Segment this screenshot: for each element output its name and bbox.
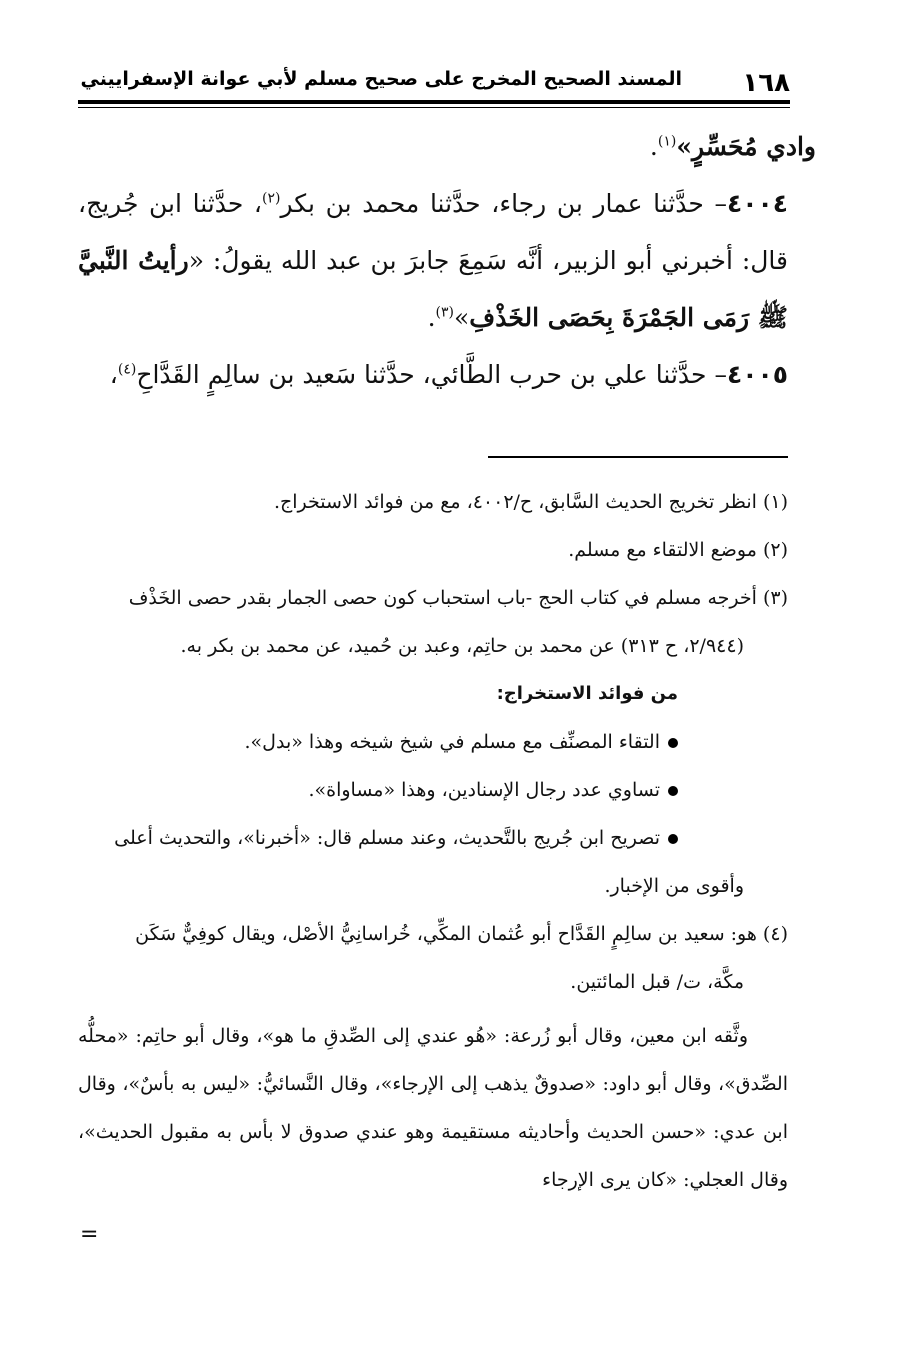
footnote-4-line-2: مكَّة، ت/ قبل المائتين. bbox=[570, 971, 744, 993]
hadith-matn: رأيتُ النَّبيَّ ﷺ رَمَى الجَمْرَةَ بِحَصَى الخَذْفِ bbox=[78, 246, 788, 332]
header-rule-thick bbox=[78, 100, 790, 104]
hadith-text: . bbox=[427, 303, 436, 332]
footnote-3-line-1: (٣) أخرجه مسلم في كتاب الحج -باب استحباب كون حصى الجمار بقدر حصى الخَذْف bbox=[128, 587, 788, 609]
benefit-text: تساوي عدد رجال الإسنادين، وهذا «مساواة». bbox=[308, 779, 660, 801]
benefits-heading: من فوائد الاستخراج: bbox=[496, 683, 678, 704]
hadith-text: ، bbox=[109, 360, 118, 389]
hadith-number: ٤٠٠٥ bbox=[726, 360, 788, 389]
main-text bbox=[78, 118, 816, 403]
benefit-text: تصريح ابن جُريج بالتَّحديث، وعند مسلم قال: «أخبرنا»، والتحديث أعلى bbox=[114, 827, 660, 849]
footnote-ref-1: (١) bbox=[657, 133, 677, 150]
bullet-icon bbox=[668, 786, 678, 796]
header-rule-thin bbox=[78, 107, 790, 108]
benefit-item-3 bbox=[78, 814, 788, 862]
hadith-number: ٤٠٠٤ bbox=[726, 189, 788, 218]
benefit-item-1 bbox=[78, 718, 788, 766]
page-header bbox=[78, 60, 790, 100]
benefit-text: التقاء المصنِّف مع مسلم في شيخ شيخه وهذا «بدل». bbox=[244, 731, 660, 753]
footnote-4-paragraph: وثَّقه ابن معين، وقال أبو زُرعة: «هُو عندي إلى الصِّدقِ ما هو»، وقال أبو حاتِم: «محلُّه الصِّدق»، وقال أبو داود: «صدوقٌ يذهب إلى الإرجاء»، وقال النَّسائيُّ: «ليس به بأسٌ»، وقال ابن عدي: «حسن الحديث وأحاديثه مستقيمة وهو عندي صدوق لا بأس به مقبول الحديث»، وقال العجلي: «كان يرى الإرجاء bbox=[78, 1025, 788, 1191]
footnote-3-line-2: (٢/٩٤٤، ح ٣١٣) عن محمد بن حاتِم، وعبد بن حُميد، عن محمد بن بكر به. bbox=[180, 635, 744, 657]
main-line-0 bbox=[78, 118, 816, 175]
hadith-4004 bbox=[78, 175, 788, 346]
hadith-text: » bbox=[453, 303, 470, 332]
footnote-1: (١) انظر تخريج الحديث السَّابق، ح/٤٠٠٢، مع من فوائد الاستخراج. bbox=[273, 491, 788, 513]
footnote-4-line-1: (٤) هو: سعيد بن سالِمٍ القَدَّاح أبو عُثمان المكِّي، خُراسانِيُّ الأصْل، ويقال كوفِيٌّ سَكَن bbox=[135, 923, 788, 945]
benefit-item-3-continuation: وأقوى من الإخبار. bbox=[604, 875, 744, 897]
benefit-item-2 bbox=[78, 766, 788, 814]
hadith-text: – حدَّثنا عمار بن رجاء، حدَّثنا محمد بن بكر bbox=[280, 189, 727, 218]
hadith-text: ، حدَّثنا ابن جُريج، قال: أخبرني أبو الزبير، أنَّه سَمِعَ جابرَ بن عبد الله يقولُ: « bbox=[78, 189, 788, 275]
footnotes bbox=[78, 478, 788, 1204]
bullet-icon bbox=[668, 738, 678, 748]
footnote-ref-3: (٣) bbox=[435, 304, 454, 321]
footnote-2: (٢) موضع الالتقاء مع مسلم. bbox=[568, 539, 788, 561]
hadith-text: – حدَّثنا علي بن حرب الطَّائي، حدَّثنا سَعيد بن سالِمٍ القَدَّاحِ bbox=[136, 360, 727, 389]
continuation-mark: = bbox=[80, 1222, 99, 1247]
footnote-separator bbox=[488, 456, 788, 458]
footnote-ref-4: (٤) bbox=[117, 361, 137, 378]
main-text-segment: وادي مُحَسِّرٍ» bbox=[676, 132, 816, 161]
main-text-segment: . bbox=[649, 132, 658, 161]
footnote-ref-2: (٢) bbox=[261, 190, 281, 207]
bullet-icon bbox=[668, 834, 678, 844]
hadith-4005 bbox=[78, 346, 788, 403]
page-number: ١٦٨ bbox=[742, 68, 790, 98]
running-title: المسند الصحيح المخرج على صحيح مسلم لأبي عوانة الإسفراييني bbox=[80, 68, 682, 90]
